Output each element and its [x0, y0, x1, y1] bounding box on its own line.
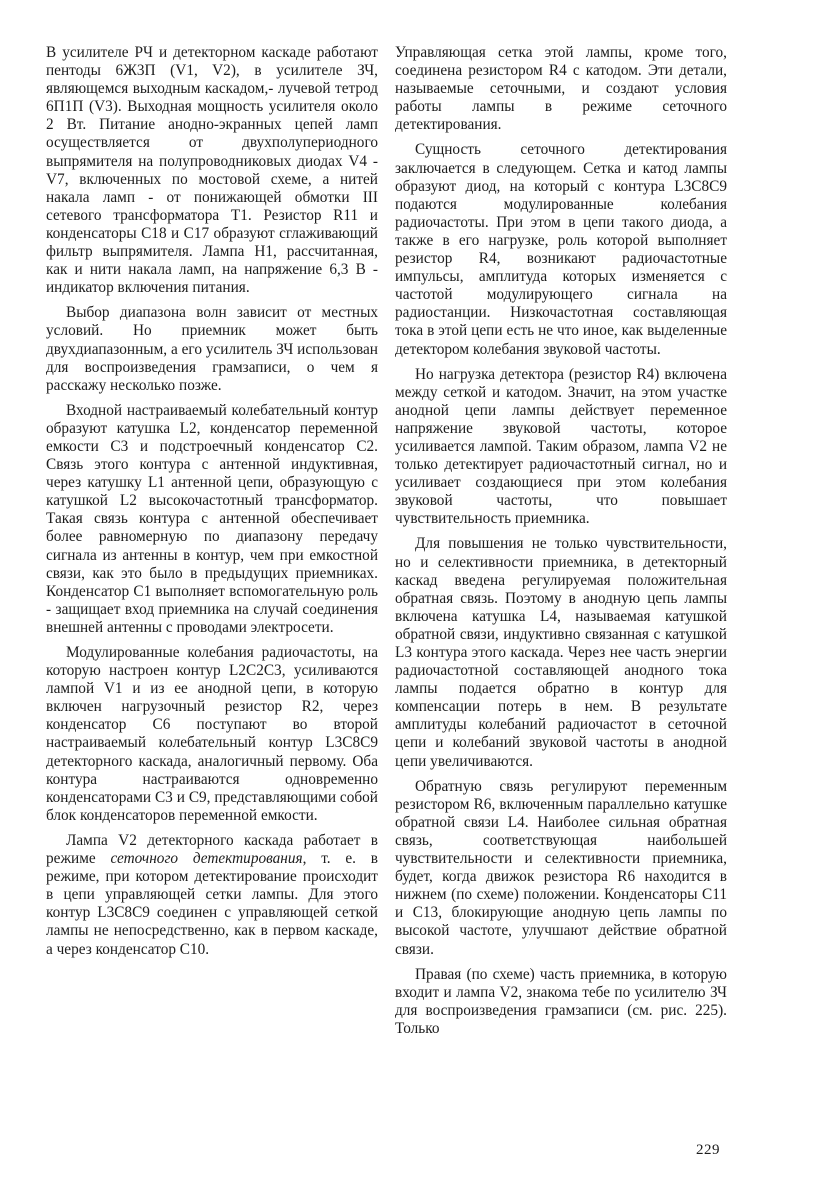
paragraph-rf-amplification: Модулированные колебания радиочастоты, на которую настроен контур L2C2C3, усиливаются лампой V1 и из ее анодной цепи, в которую включен нагрузочный резистор R2, через конденсатор С6 поступают во второй настраиваемый колебательный контур L3C8C9 детекторного каскада, аналогичный первому. Оба контура настраиваются одновременно конденсаторами С3 и С9, представляющими собой блок конденсаторов переменной емкости. [46, 644, 378, 824]
paragraph-feedback-control: Обратную связь регулируют переменным резистором R6, включенным параллельно катушке обратной связи L4. Наиболее сильная обратная связь, соответствующая наибольшей чувствительности и селективности приемника, будет, когда движок резистора R6 находится в нижнем (по схеме) положении. Конденсаторы С11 и С13, блокирующие анодную цепь лампы по высокой частоте, улучшают действие обратной связи. [395, 777, 727, 958]
text-run: , т. е. в режиме, при котором детектирование происходит в цепи управляющей сетки лампы. Для этого контур L3C8C9 соединен с управляющей сеткой лампы не непосредственно, как в первом каскаде, а через конденсатор С10. [46, 850, 378, 958]
paragraph-grid-parts: Управляющая сетка этой лампы, кроме того, соединена резистором R4 с катодом. Эти детали, называемые сеточными, и создают условия работы лампы в режиме сеточного детектирования. [395, 44, 727, 134]
paragraph-power-supply: В усилителе РЧ и детекторном каскаде работают пентоды 6Ж3П (V1, V2), в усилителе ЗЧ, являющемся выходным каскадом,- лучевой тетрод 6П1П (V3). Выходная мощность усилителя около 2 Вт. Питание анодно-экранных цепей ламп осуществляется от двухполупериодного выпрямителя на полупроводниковых диодах V4 - V7, включенных по мостовой схеме, а нитей накала ламп - от понижающей обмотки III сетевого трансформатора T1. Резистор R11 и конденсаторы С18 и С17 образуют сглаживающий фильтр выпрямителя. Лампа H1, рассчитанная, как и нити накала ламп, на напряжение 6,3 В - индикатор включения питания. [46, 44, 378, 297]
text-run: Лампа V2 детекторного каскада работает в режиме [46, 831, 378, 868]
paragraph-band-selection: Выбор диапазона волн зависит от местных условий. Но приемник может быть двухдиапазонным, а его усилитель ЗЧ использован для воспроизведения грамзаписи, о чем я расскажу несколько позже. [46, 304, 378, 394]
italic-term: сеточного детектирования [110, 850, 303, 868]
paragraph-grid-detection-mode [46, 832, 378, 959]
right-column [395, 44, 727, 1045]
page-number: 229 [696, 1142, 720, 1158]
paragraph-input-circuit: Входной настраиваемый колебательный контур образуют катушка L2, конденсатор переменной емкости С3 и подстроечный конденсатор С2. Связь этого контура с антенной индуктивная, через катушку L1 антенной цепи, образующую с катушкой L2 высокочастотный трансформатор. Такая связь контура с антенной обеспечивает более равномерную по диапазону передачу сигнала из антенны в контур, чем при емкостной связи, как это было в предыдущих приемниках. Конденсатор С1 выполняет вспомогательную роль - защищает вход приемника на случай соединения внешней антенны с проводами электросети. [46, 401, 378, 636]
paragraph-positive-feedback: Для повышения не только чувствительности, но и селективности приемника, в детекторный каскад введена регулируемая положительная обратная связь. Поэтому в анодную цепь лампы включена катушка L4, называемая катушкой обратной связи, индуктивно связанная с катушкой L3 контура этого каскада. Через нее часть энергии радиочастотной составляющей анодного тока лампы подается обратно в контур для компенсации потерь в нем. В результате амплитуды колебаний радиочастот в сеточной цепи и колебаний звуковой частоты в анодной цепи увеличиваются. [395, 535, 727, 770]
paragraph-right-part: Правая (по схеме) часть приемника, в которую входит и лампа V2, знакома тебе по усилителю ЗЧ для воспроизведения грамзаписи (см. рис. 225). Только [395, 965, 727, 1037]
left-column [46, 44, 378, 966]
paragraph-detection-essence: Сущность сеточного детектирования заключается в следующем. Сетка и катод лампы образуют диод, на который с контура L3C8C9 подаются модулированные колебания радиочастоты. При этом в цепи такого диода, а также в его нагрузке, роль которой выполняет резистор R4, возникают радиочастотные импульсы, амплитуда которых изменяется с частотой модулирующего сигнала на радиостанции. Низкочастотная составляющая тока в этой цепи есть не что иное, как выделенные детектором колебания звуковой частоты. [395, 141, 727, 358]
paragraph-detector-load: Но нагрузка детектора (резистор R4) включена между сеткой и катодом. Значит, на этом участке анодной цепи лампы действует переменное напряжение звуковой частоты, которое усиливается лампой. Таким образом, лампа V2 не только детектирует радиочастотный сигнал, но и усиливает создающиеся при этом колебания звуковой частоты, что повышает чувствительность приемника. [395, 365, 727, 528]
